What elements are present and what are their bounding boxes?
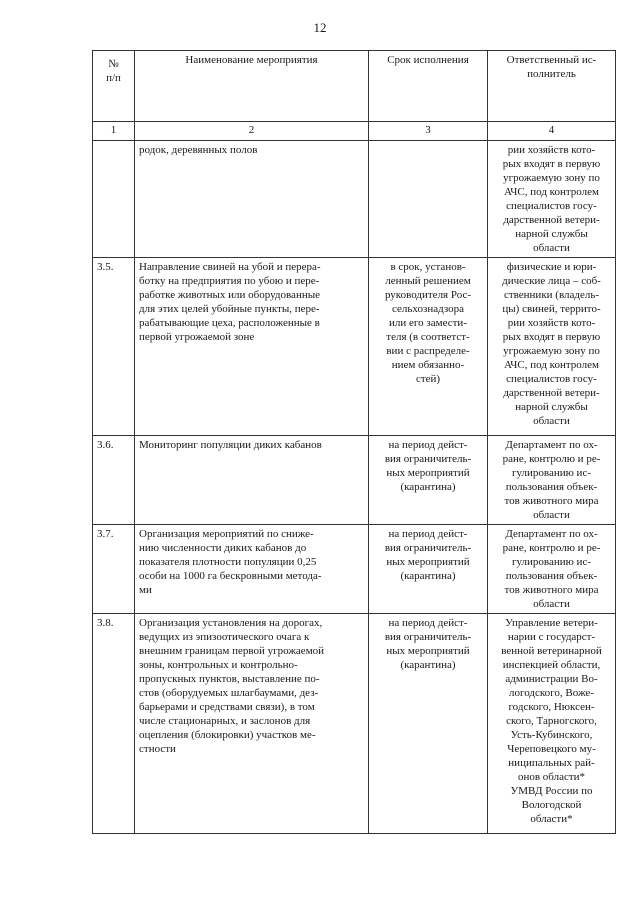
measure-name: Мониторинг популяции диких кабанов [135,436,369,525]
column-number-row [93,122,616,141]
page-number: 12 [313,20,327,35]
responsible: Управление ветери- нарии с государст- венной ветеринарной инспекцией области, администрации Во- логодского, Воже- годского, Нюксен- ского, Тарногского, Усть-Кубинского, Череповецкого му- ниципальных рай- онов области* УМВД России по Вологодской области* [488,614,616,834]
header-responsible: Ответственный ис- полнитель [488,51,616,122]
deadline: на период дейст- вия ограничитель- ных мероприятий (карантина) [369,525,488,614]
header-number: № п/п [93,51,135,122]
deadline [369,141,488,258]
deadline: в срок, установ- ленный решением руководителя Рос- сельхознадзора или его замести- теля (в соответст- вии с распределе- нием обязанно- стей) [369,258,488,436]
table-row [93,525,616,614]
deadline: на период дейст- вия ограничитель- ных мероприятий (карантина) [369,614,488,834]
row-number: 3.8. [93,614,135,834]
responsible: Департамент по ох- ране, контролю и ре- гулированию ис- пользования объек- тов животного мира области [488,436,616,525]
row-number [93,141,135,258]
table-header-row [93,51,616,122]
table-row [93,436,616,525]
header-deadline: Срок исполнения [369,51,488,122]
measure-name: Направление свиней на убой и перера- ботку на предприятия по убою и пере- работке животных или оборудованные для этих целей убойные пункты, пере- рабатывающие цеха, расположенные в первой угрожаемой зоне [135,258,369,436]
measure-name: Организация установления на дорогах, ведущих из эпизоотического очага к внешним границам первой угрожаемой зоны, контрольных и контрольно- пропускных пунктов, выставление по- стов (оборудуемых шлагбаумами, дез- барьерами и средствами связи), в том числе стационарных, и заслонов для оцепления (блокировки) участков ме- стности [135,614,369,834]
measures-table [92,50,616,834]
measure-name: родок, деревянных полов [135,141,369,258]
column-number: 1 [93,122,135,141]
measure-name: Организация мероприятий по сниже- нию численности диких кабанов до показателя плотности популяции 0,25 особи на 1000 га бескровными метода- ми [135,525,369,614]
row-number: 3.6. [93,436,135,525]
responsible: физические и юри- дические лица – соб- ственники (владель- цы) свиней, террито- рии хозяйств кото- рых входят в первую угрожаемую зону по АЧС, под контролем специалистов госу- дарственной ветери- нарной службы области [488,258,616,436]
responsible: рии хозяйств кото- рых входят в первую угрожаемую зону по АЧС, под контролем специалистов госу- дарственной ветери- нарной службы области [488,141,616,258]
column-number: 2 [135,122,369,141]
responsible: Департамент по ох- ране, контролю и ре- гулированию ис- пользования объек- тов животного мира области [488,525,616,614]
column-number: 4 [488,122,616,141]
table-row [93,141,616,258]
deadline: на период дейст- вия ограничитель- ных мероприятий (карантина) [369,436,488,525]
header-measure-name: Наименование мероприятия [135,51,369,122]
column-number: 3 [369,122,488,141]
row-number: 3.7. [93,525,135,614]
row-number: 3.5. [93,258,135,436]
table-row [93,258,616,436]
table-row [93,614,616,834]
